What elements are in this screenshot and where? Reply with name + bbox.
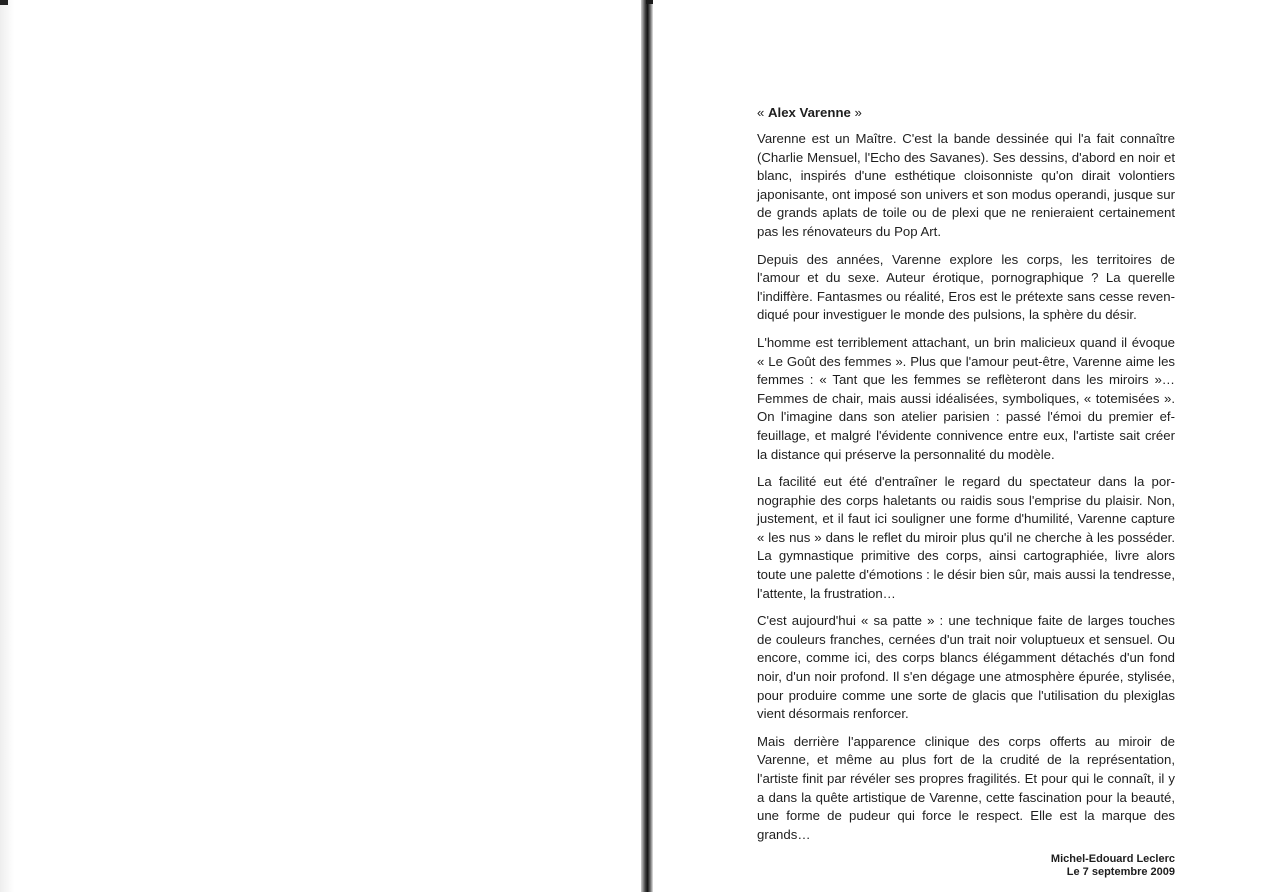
article-title <box>757 104 1175 122</box>
paragraph-2: Depuis des années, Varenne explore les corps, les territoires de l'amour et du sexe. Auteur érotique, pornographique ? La querelle l'indiffère. Fantasmes ou réalité, Eros est le prétexte sans cesse revendiqué pour investiguer le monde des pulsions, la sphère du désir. <box>757 251 1175 323</box>
signature-block <box>757 853 1175 879</box>
signature-date: Le 7 septembre 2009 <box>1066 866 1175 879</box>
paragraph-5: C'est aujourd'hui « sa patte » : une technique faite de larges touches de couleurs franches, cernées d'un trait noir voluptueux et sensuel. Ou encore, comme ici, des corps blancs élégamment détachés d'un fond noir, d'un noir profond. Il s'en dégage une atmosphère épurée, stylisée, pour produire comme une sorte de glacis que l'utilisation du plexiglas vient désormais renforcer. <box>757 613 1175 722</box>
paragraph-3: L'homme est terriblement attachant, un brin malicieux quand il évoque « Le Goût des femmes ». Plus que l'amour peut-être, Varenne aime les femmes : « Tant que les femmes se reflèteront dans les miroirs »… Femmes de chair, mais aussi idéalisées, symboliques, « totemisées ». On l'imagine dans son atelier parisien : passé l'émoi du premier effeuillage, et malgré l'évidente connivence entre eux, l'artiste sait créer la distance qui préserve la personnalité du modèle. <box>757 334 1175 462</box>
scan-corner-mark <box>0 0 8 5</box>
paragraph-6: Mais derrière l'apparence clinique des corps offerts au miroir de Varenne, et même au plus fort de la crudité de la représentation, l'artiste finit par révéler ses propres fragilités. Et pour qui le connaît, il y a dans la quête artistique de Varenne, cette fascination pour la beauté, une forme de pudeur qui force le respect. Elle est la marque des grands… <box>757 733 1175 842</box>
article-text-block <box>757 104 1175 879</box>
title-open-quote: « <box>757 105 768 120</box>
paragraph-4: La facilité eut été d'entraîner le regard du spectateur dans la pornographie des corps haletants ou raidis sous l'emprise du plaisir. Non, justement, et il faut ici souligner une forme d'humilité, Varenne capture « les nus » dans le reflet du miroir plus qu'il ne cherche à les posséder. La gymnastique primitive des corps, ainsi cartographiée, livre alors toute une palette d'émotions : le désir bien sûr, mais aussi la tendresse, l'attente, la frustration… <box>757 474 1175 601</box>
paragraph-1: Varenne est un Maître. C'est la bande dessinée qui l'a fait connaître (Charlie Mensuel, l'Echo des Savanes). Ses dessins, d'abord en noir et blanc, inspirés d'une esthétique cloisonniste qu'on dirait volontiers japonisante, ont imposé son univers et son modus operandi, jusque sur de grands aplats de toile ou de plexi que ne renieraient certainement pas les rénovateurs du Pop Art. <box>757 131 1175 239</box>
author-name: Michel-Edouard Leclerc <box>1050 853 1175 866</box>
left-page-edge-shadow <box>0 0 14 892</box>
title-close-quote: » <box>850 105 862 120</box>
book-gutter <box>641 0 653 892</box>
title-name: Alex Varenne <box>768 105 851 120</box>
right-page <box>653 0 1280 892</box>
